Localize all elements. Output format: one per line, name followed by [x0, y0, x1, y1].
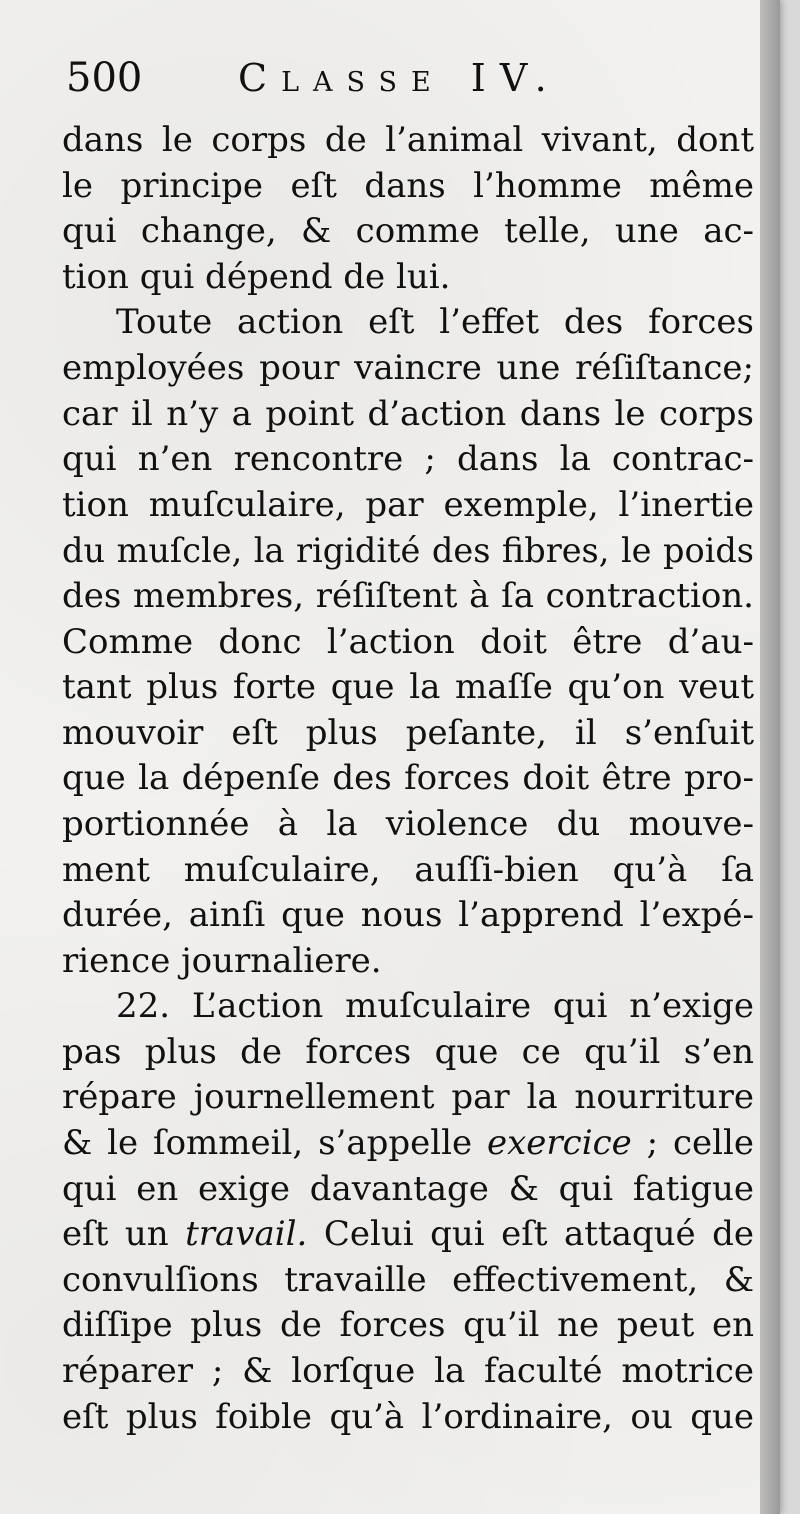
page-edge-shadow [760, 0, 780, 1514]
text-line: qui en exige davantage & qui fatigue [62, 1168, 754, 1209]
text-line: eſt plus foible qu’à l’ordinaire, ou que [62, 1396, 754, 1437]
text-line: du muſcle, la rigidité des fibres, le poids [62, 531, 754, 571]
text-line: des membres, réſiſtent à ſa contraction. [62, 575, 754, 616]
text-line: tion muſculaire, par exemple, l’inertie [62, 484, 754, 525]
text-line: diſſipe plus de forces qu’il ne peut en [62, 1305, 754, 1346]
text-line [62, 1121, 754, 1167]
text-line: réparer ; & lorſque la faculté motrice [62, 1351, 754, 1392]
page-number: 500 [66, 55, 143, 101]
text-line: qui n’en rencontre ; dans la contrac- [62, 439, 754, 480]
text-segment: eſt un [62, 1214, 186, 1255]
text-line: employées pour vaincre une réſiſtance; [62, 347, 754, 388]
italic-term-exercice: exercice [487, 1123, 632, 1164]
text-line: Toute action eſt l’effet des forces [116, 302, 754, 343]
text-segment: ; celle [631, 1123, 754, 1164]
text-line: le principe eſt dans l’homme même [62, 165, 754, 206]
text-line: que la dépenſe des forces doit être pro- [62, 758, 754, 799]
text-line: mouvoir eſt plus peſante, il s’enſuit [62, 712, 754, 753]
text-line: Comme donc l’action doit être d’au- [62, 621, 754, 662]
body-text [62, 118, 754, 1440]
text-line: car il n’y a point d’action dans le corps [62, 393, 754, 434]
text-line: pas plus de forces que ce qu’il s’en [62, 1031, 754, 1072]
text-segment: & le ſommeil, s’appelle [62, 1123, 488, 1164]
italic-term-travail: travail. [185, 1214, 308, 1255]
text-line: tion qui dépend de lui. [62, 256, 451, 297]
text-line: rience journaliere. [62, 940, 382, 981]
text-line: ment muſculaire, auſſi-bien qu’à ſa [62, 849, 754, 890]
text-line: dans le corps de l’animal vivant, dont [62, 120, 754, 160]
text-line: répare journellement par la nourriture [62, 1077, 754, 1118]
page-header [66, 52, 706, 104]
running-title: Classe IV. [238, 56, 561, 100]
text-line: qui change, & comme telle, une ac- [62, 211, 754, 252]
text-segment: Celui qui eſt attaqué de [307, 1214, 755, 1255]
text-line: durée, ainſi que nous l’apprend l’expé- [62, 895, 754, 936]
text-line: convulſions travaille effectivement, & [62, 1259, 754, 1300]
text-line: 22. L’action muſculaire qui n’exige [116, 986, 754, 1027]
text-line [62, 1212, 754, 1258]
text-line: tant plus forte que la maſſe qu’on veut [62, 667, 754, 708]
text-line: portionnée à la violence du mouve- [62, 803, 754, 844]
